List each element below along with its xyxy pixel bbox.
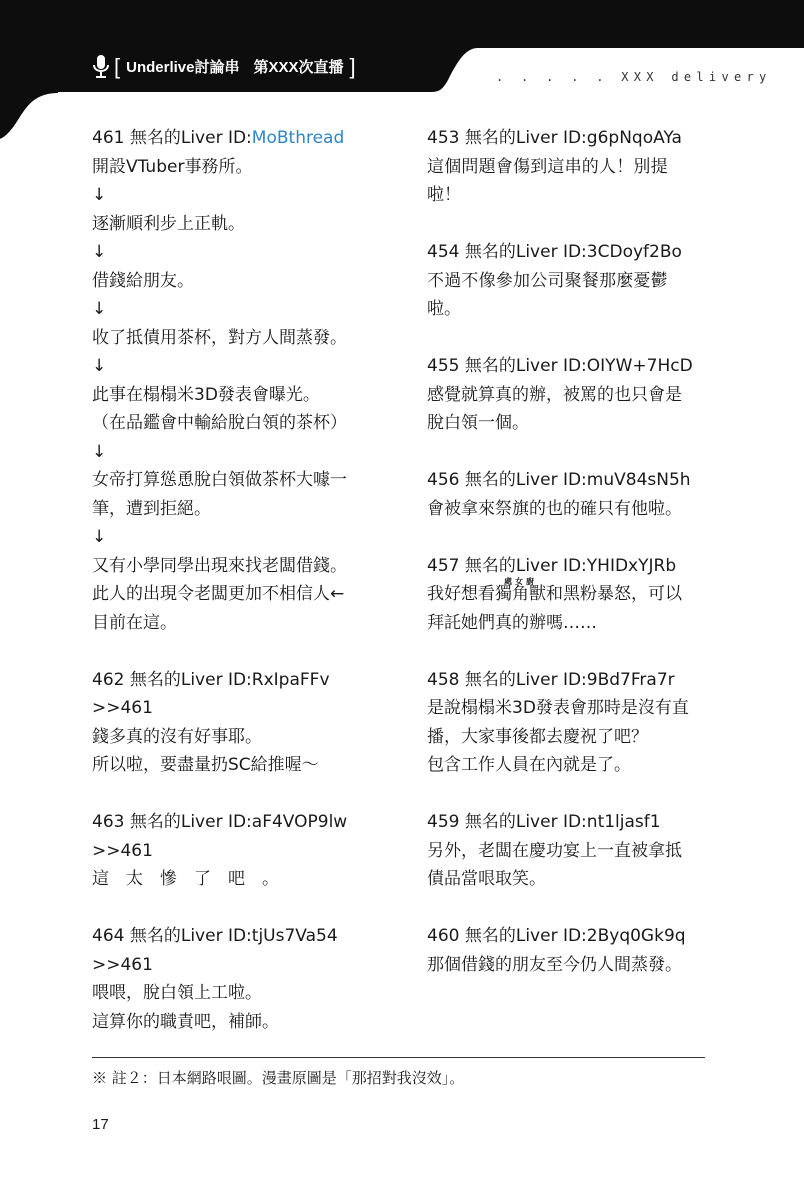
- post-header: 457 無名的Liver ID:YHIDxYJRb: [427, 555, 677, 576]
- post-455: [427, 352, 719, 438]
- post-header-prefix: 461 無名的Liver ID:: [92, 128, 252, 148]
- post-line: 錢多真的沒有好事耶。: [92, 726, 262, 747]
- post-line: 啦。: [427, 299, 461, 319]
- title-bracket-close: ]: [349, 54, 356, 79]
- post-line: 這算你的職責吧，補師。: [92, 1011, 279, 1032]
- post-line: 啦！: [427, 185, 461, 205]
- post-454: [427, 238, 719, 324]
- right-column: [427, 124, 719, 1008]
- arrow-icon: ↓: [92, 299, 107, 319]
- title-episode: 第XXX次直播: [253, 59, 344, 76]
- post-header: 463 無名的Liver ID:aF4VOP9lw: [92, 812, 348, 832]
- post-header: 454 無名的Liver ID:3CDoyf2Bo: [427, 242, 682, 262]
- post-header: 455 無名的Liver ID:OIYW+7HcD: [427, 356, 693, 376]
- title-bracket-open: [: [114, 54, 121, 79]
- reply-reference: >>461: [92, 840, 153, 861]
- post-line: 喂喂，脫白領上工啦。: [92, 983, 262, 1003]
- header-subtitle: . . . . . XXX delivery: [496, 70, 772, 84]
- post-line: 債品當哏取笑。: [427, 869, 546, 889]
- ruby-annotation: [495, 577, 546, 609]
- reply-reference: >>461: [92, 954, 153, 975]
- post-464: [92, 922, 392, 1036]
- arrow-icon: ↓: [92, 527, 107, 547]
- arrow-icon: ↓: [92, 441, 107, 462]
- post-line: [427, 577, 719, 609]
- post-line: 那個借錢的朋友至今仍人間蒸發。: [427, 954, 682, 975]
- post-line: 包含工作人員在內就是了。: [427, 755, 631, 775]
- post-header: [92, 124, 392, 153]
- arrow-icon: ↓: [92, 185, 107, 205]
- title-main: Underlive討論串: [126, 59, 240, 76]
- post-453: [427, 124, 719, 210]
- microphone-icon: [92, 54, 110, 80]
- ruby-text: 處女廚: [504, 577, 537, 586]
- post-line-end: 和黑粉暴怒，可以: [546, 584, 682, 604]
- post-459: [427, 808, 719, 894]
- post-462: [92, 666, 392, 780]
- post-header: 456 無名的Liver ID:muV84sN5h: [427, 470, 691, 490]
- page-number: 17: [92, 1116, 109, 1133]
- footnote: ※ 註２：日本網路哏圖。漫畫原圖是「那招對我沒效」。: [92, 1069, 465, 1087]
- post-457: [427, 552, 719, 638]
- post-line: 借錢給朋友。: [92, 270, 194, 291]
- post-line: 筆，遭到拒絕。: [92, 498, 211, 519]
- post-line: 目前在這。: [92, 612, 177, 633]
- post-line: 脫白領一個。: [427, 413, 529, 433]
- header-title: [114, 54, 356, 82]
- arrow-icon: ↓: [92, 356, 107, 376]
- post-id-link: MoBthread: [251, 128, 345, 148]
- post-header: 459 無名的Liver ID:nt1ljasf1: [427, 812, 661, 832]
- arrow-icon: ↓: [92, 242, 107, 262]
- post-header: 458 無名的Liver ID:9Bd7Fra7r: [427, 669, 675, 690]
- post-header: 460 無名的Liver ID:2Byq0Gk9q: [427, 926, 686, 946]
- post-line: 拜託她們真的辦嗎……: [427, 612, 597, 633]
- post-line: 逐漸順利步上正軌。: [92, 213, 245, 234]
- post-line: 這個問題會傷到這串的人！別提: [427, 156, 668, 177]
- post-line: 不過不像參加公司聚餐那麼憂鬱: [427, 270, 668, 291]
- post-463: [92, 808, 392, 894]
- post-line: 會被拿來祭旗的也的確只有他啦。: [427, 498, 682, 519]
- post-460: [427, 922, 719, 979]
- post-line: 收了抵債用茶杯，對方人間蒸發。: [92, 327, 347, 348]
- post-header: 464 無名的Liver ID:tjUs7Va54: [92, 926, 338, 946]
- page-header: [0, 0, 804, 140]
- post-line: 是說榻榻米3D發表會那時是沒有直: [427, 698, 689, 718]
- reply-reference: >>461: [92, 698, 153, 718]
- post-line: 女帝打算慫恿脫白領做茶杯大噱一: [92, 470, 347, 490]
- post-header: 453 無名的Liver ID:g6pNqoAYa: [427, 128, 682, 148]
- post-line: 又有小學同學出現來找老闆借錢。: [92, 555, 347, 576]
- left-column: [92, 124, 392, 1065]
- post-line: 這太慘了吧。: [92, 869, 296, 889]
- post-line: 所以啦，要盡量扔SC給推喔〜: [92, 755, 319, 775]
- post-header: 462 無名的Liver ID:RxIpaFFv: [92, 669, 330, 690]
- post-line: （在品鑑會中輸給脫白領的茶杯）: [92, 413, 347, 433]
- post-line: 此人的出現令老闆更加不相信人←: [92, 584, 345, 604]
- post-line: 開設VTuber事務所。: [92, 156, 253, 177]
- post-line: 此事在榻榻米3D發表會曝光。: [92, 384, 320, 405]
- post-456: [427, 466, 719, 523]
- ruby-base: 獨角獸: [495, 584, 546, 604]
- post-line-start: 我好想看: [427, 584, 495, 604]
- footnote-divider: [92, 1057, 705, 1058]
- post-line: 另外，老闆在慶功宴上一直被拿抵: [427, 840, 682, 861]
- post-line: 感覺就算真的辦，被罵的也只會是: [427, 384, 682, 405]
- post-line: 播，大家事後都去慶祝了吧？: [427, 726, 648, 747]
- post-458: [427, 666, 719, 780]
- post-461: [92, 124, 392, 637]
